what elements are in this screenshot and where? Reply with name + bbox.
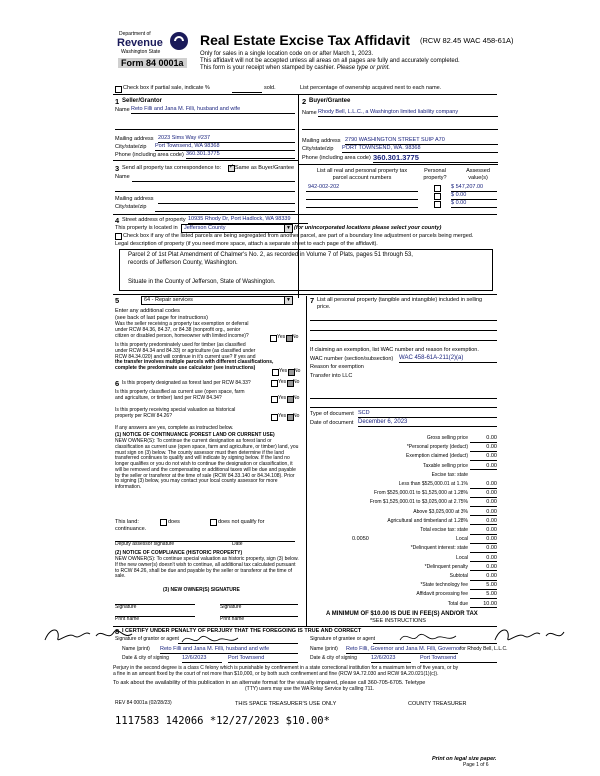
does-label: does	[168, 519, 180, 525]
calc-value[interactable]: 0.00	[470, 527, 497, 535]
notice1-body: NEW OWNER(S): To continue the current designation as forest land or classification as current use (open space, farm and agriculture, or timber) land, you must sign on (3) below. The county assessor must then determine if the land transferred continues to qualify and will indicate by signing below. If the land no longer qualifies or you do not wish to continue the designation or classification, it will be removed and the compensating or additional taxes will be due and payable by the seller or transferor at the time of sale (RCW 84.33.140 or 84.34.108). Prior to signing (3) below, you may contact your local county assessor for more information.	[115, 438, 299, 490]
assessed-value-1[interactable]: $ 547,207.00	[451, 184, 497, 192]
calc-label: Less than $525,000.01 at 1.1%	[398, 481, 468, 487]
calc-label: Subtotal	[449, 573, 468, 579]
doc-date-label: Date of document	[310, 420, 354, 426]
deputy-date-label: Date	[232, 541, 243, 547]
grantee-name-field[interactable]: Reto Filli, Governor and Jana M. Filli, Governor	[346, 646, 461, 652]
calc-label: Total excise tax: state	[420, 527, 468, 533]
street-label: Street address of property	[122, 217, 186, 223]
owner-print-label-2: Print name	[220, 616, 245, 622]
calc-value[interactable]: 10.00	[470, 601, 497, 609]
buyer-name-field[interactable]: Rhody Bell, L.L.C., a Washington limited liability company	[318, 109, 498, 117]
legal-desc-label: Legal description of property (if you need more space, attach a separate sheet to each page of the affidavit).	[115, 241, 378, 247]
grantor-name-label: Name (print)	[122, 646, 150, 652]
same-as-buyer-label: Same as Buyer/Grantee	[235, 165, 295, 171]
calc-label: Agricultural and timberland at 1.28%	[387, 517, 468, 524]
seller-phone-field[interactable]: 360.301.3775	[186, 151, 295, 159]
doc-type-field[interactable]: SCD	[358, 410, 497, 418]
title-ref: (RCW 82.45 WAC 458-61A)	[420, 36, 514, 45]
claim-exemption-label: If claiming an exemption, list WAC number and reason for exemption.	[310, 347, 479, 353]
q1-yes-checkbox[interactable]	[270, 335, 277, 342]
buyer-phone-field[interactable]: 360.301.3775	[373, 153, 498, 163]
taxcorr-num: 3	[115, 164, 120, 173]
grantor-name-field[interactable]: Reto Filli and Jana M. Filli, husband and wife	[160, 646, 298, 654]
located-label: This property is located in	[115, 225, 178, 231]
seller-num: 1	[115, 97, 120, 106]
segregated-checkbox[interactable]	[115, 233, 122, 240]
grantee-date-field[interactable]: 12/6/2023	[371, 655, 411, 663]
does-not-label: does not qualify for	[218, 519, 265, 525]
assessed-value-2[interactable]: $ 0.00	[451, 192, 497, 200]
new-owner-sig-label: (3) NEW OWNER(S) SIGNATURE	[163, 587, 240, 593]
historic-yes-label: Yes	[278, 413, 287, 419]
legal-line2: records of Jefferson County, Washington.	[128, 260, 238, 266]
unincorp-note: (for unincorporated locations please select your county)	[294, 225, 442, 231]
q2-yes-checkbox[interactable]	[272, 369, 279, 376]
q1-no-label: No	[292, 334, 299, 340]
owner-signature-label-1: Signature	[115, 604, 137, 610]
legal-description-box[interactable]	[119, 249, 493, 291]
grantor-date-label: Date & city of signing	[122, 655, 169, 661]
sold-label: sold.	[264, 85, 276, 91]
personal-checkbox-2[interactable]	[434, 193, 441, 200]
calc-label: Local	[456, 554, 468, 561]
county-select[interactable]: Jefferson County ▼	[181, 224, 293, 233]
grantee-city-field[interactable]: Port Townsend	[420, 655, 497, 663]
calc-label: *Delinquent interest: state	[410, 545, 468, 552]
grantor-date-field[interactable]: 12/6/2023	[182, 655, 222, 663]
alt-format-line: To ask about the availability of this publication in an alternate format for the visually impaired, please call 360-705-6705. Teletype	[113, 680, 426, 686]
if-yes-note: If any answers are yes, complete as instructed below.	[115, 425, 234, 431]
calc-label: Taxable selling price	[422, 462, 468, 469]
buyer-name-label: Name	[302, 110, 317, 116]
grantee-name-label: Name (print)	[310, 646, 338, 652]
q2-no-label: No	[294, 368, 301, 374]
historic-no-label: No	[293, 413, 300, 419]
legal-paper-note: Print on legal size paper.	[432, 756, 497, 762]
perjury-line1: Perjury in the second degree is a class C felony which is punishable by confinement in a state correctional institution for a maximum term of five years, or by	[113, 665, 459, 671]
current-use-no-label: No	[293, 395, 300, 401]
buyer-city-field[interactable]: PORT TOWNSEND, WA. 98368	[342, 145, 498, 153]
legal-line3: Situate in the County of Jefferson, State of Washington.	[128, 279, 276, 285]
local-rate: 0.0050	[352, 536, 369, 543]
taxcorr-name-label: Name	[115, 174, 130, 180]
wac-label: WAC number (section/subsection)	[310, 356, 394, 362]
taxcorr-mailing-label: Mailing address	[115, 196, 154, 202]
legal-line1: Parcel 2 of 1st Plat Amendment of Chalmer's No. 2, as recorded in Volume 7 of Plats, pages 51 through 53,	[128, 252, 413, 258]
calc-label: *State technology fee	[420, 582, 468, 589]
seller-phone-label: Phone (including area code)	[115, 152, 184, 158]
buyer-num: 2	[302, 97, 307, 106]
partial-sale-checkbox[interactable]	[115, 86, 122, 93]
current-use-yes-checkbox[interactable]	[271, 396, 278, 403]
seller-city-field[interactable]: Port Townsend, WA 98368	[155, 143, 295, 151]
page-title: Real Estate Excise Tax Affidavit	[200, 32, 411, 48]
buyer-phone-label: Phone (including area code)	[302, 155, 371, 161]
q-exemption: Was the seller receiving a property tax exemption or deferral under RCW 84.36, 84.37, or 84.38 (nonprofit org., senior citizen or disabled person, homeowner with limited income)?	[115, 321, 249, 339]
grantor-city-field[interactable]: Port Townsend	[228, 655, 298, 663]
rev-label: REV 84 0001a (02/28/23)	[115, 700, 172, 706]
buyer-mailing-label: Mailing address	[302, 138, 341, 144]
sec8-num: 8	[115, 627, 120, 636]
county-treasurer-label: COUNTY TREASURER	[408, 701, 467, 707]
intro-line1: Only for sales in a single location code on or after March 1, 2023.	[200, 51, 374, 57]
calc-label: From $1,525,000.01 to $3,025,000 at 2.75%	[369, 499, 468, 506]
property-num: 4	[115, 216, 120, 225]
calc-label: Exemption claimed (deduct)	[406, 453, 468, 460]
calc-value[interactable]: 0.00	[470, 555, 497, 563]
wac-field[interactable]: WAC 458-61A-211(2)(a)	[399, 355, 497, 363]
grantor-sig-label: Signature of grantor or agent	[115, 636, 179, 642]
notice2-body: NEW OWNER(S): To continue special valuation as historic property, sign (3) below. If the new owner(s) doesn't wish to continue, all additional tax calculated pursuant to RCW 84.26, shall be due and payable by the seller or transferor at the time of sale.	[115, 556, 299, 580]
minimum-due-note: A MINIMUM OF $10.00 IS DUE IN FEE(S) AND/OR TAX	[326, 611, 478, 617]
calc-value[interactable]: 0.00	[470, 564, 497, 572]
personal-checkbox-1[interactable]	[434, 185, 441, 192]
calc-label: *Delinquent penalty	[424, 563, 468, 570]
form-number: Form 84 0001a	[118, 58, 187, 68]
dept-line1: Department of	[119, 31, 151, 37]
doc-date-field[interactable]: December 6, 2023	[358, 419, 497, 427]
grantee-signature-1	[398, 628, 468, 646]
q-timber: Is this property predominately used for timber (as classified under RCW 84.34 and 84.33) or agriculture (as classified under RCW 84.34.020) and will continue in it's current use? If yes and the transfer involves multiple parcels with different classifications, complete the predominate use calculator (see instructions)	[115, 342, 274, 371]
calc-label: Affidavit processing fee	[416, 591, 468, 598]
treasurer-use-label: THIS SPACE TREASURER'S USE ONLY	[235, 701, 337, 707]
reason-label: Reason for exemption	[310, 364, 364, 370]
deputy-sig-label: Deputy assessor signature	[115, 541, 175, 547]
calc-value[interactable]: 0.00	[470, 453, 497, 461]
taxcorr-city-label: City/state/zip	[115, 204, 147, 210]
grantee-sig-label: Signature of grantee or agent	[310, 636, 376, 642]
intro-line3: This form is your receipt when stamped by cashier. Please type or print.	[200, 65, 391, 71]
q2-yes-label: Yes	[279, 368, 288, 374]
calc-value[interactable]: 0.00	[470, 435, 497, 443]
current-use-yes-label: Yes	[278, 395, 287, 401]
owner-print-label-1: Print name	[115, 616, 140, 622]
calc-value[interactable]: 0.00	[470, 463, 497, 471]
does-not-checkbox[interactable]	[210, 519, 217, 526]
calc-label: Local	[456, 536, 468, 543]
grantee-date-label: Date & city of signing	[310, 655, 357, 661]
street-field[interactable]: 10935 Rhody Dr, Port Hadlock, WA 98339	[188, 216, 308, 224]
grantor-signature-1	[40, 622, 140, 648]
list-pct-label: List percentage of ownership acquired next to each name.	[300, 85, 442, 91]
see-instructions-note: *SEE INSTRUCTIONS	[370, 618, 426, 624]
chevron-down-icon: ▼	[284, 297, 292, 304]
personal-header: Personal property?	[423, 168, 447, 181]
this-land-label: This land:	[115, 519, 139, 525]
forest-yes-checkbox[interactable]	[271, 380, 278, 387]
forest-yes-label: Yes	[278, 379, 287, 385]
calc-label: Excise tax: state	[431, 471, 468, 478]
calc-value[interactable]: 0.00	[470, 509, 497, 517]
same-as-buyer-checkbox[interactable]: ✓	[229, 164, 235, 170]
seller-city-label: City/state/zip	[115, 144, 147, 150]
calc-value[interactable]: 0.00	[470, 490, 497, 498]
historic-yes-checkbox[interactable]	[271, 414, 278, 421]
reason-field[interactable]: Transfer into LLC	[310, 373, 353, 379]
personal-property-label: List all personal property (tangible and intangible) included in selling price.	[317, 297, 483, 310]
seller-mailing-label: Mailing address	[115, 136, 154, 142]
see-back-label: (see back of last page for instructions)	[115, 315, 208, 321]
does-checkbox[interactable]	[160, 519, 167, 526]
calc-label: Above $3,025,000 at 3%	[413, 508, 468, 515]
forest-no-label: No	[293, 379, 300, 385]
continuance-label: continuance.	[115, 526, 147, 532]
calc-value[interactable]: 5.00	[470, 582, 497, 590]
grantee-for: for Rhody Bell, L.L.C.	[460, 646, 508, 652]
doc-type-label: Type of document	[310, 411, 354, 417]
personal-checkbox-3[interactable]	[434, 201, 441, 208]
q1-yes-label: Yes	[277, 334, 286, 340]
dept-line2: Revenue	[117, 37, 163, 49]
land-use-select[interactable]: 64 - Repair services ▼	[141, 296, 293, 305]
calc-value[interactable]: 0.00	[470, 518, 497, 526]
notice2-heading: (2) NOTICE OF COMPLIANCE (HISTORIC PROPERTY)	[115, 550, 243, 556]
calc-value[interactable]: 5.00	[470, 591, 497, 599]
calc-label: *Personal property (deduct)	[406, 444, 468, 451]
grantee-signature-2	[490, 622, 580, 648]
seller-heading: Seller/Grantor	[122, 98, 163, 104]
parcel-number-1[interactable]: 942-002-202	[308, 184, 340, 190]
dept-line3: Washington State	[121, 49, 161, 55]
calc-value[interactable]: 0.00	[470, 573, 497, 581]
assessed-value-3[interactable]: $ 0.00	[451, 200, 497, 208]
assessed-header: Assessed value(s)	[466, 168, 490, 181]
buyer-mailing-field[interactable]: 2790 WASHINGTON STREET SUIP A70	[345, 137, 498, 145]
partial-sale-label: Check box if partial sale, indicate %	[123, 85, 210, 91]
calc-label: Total due	[447, 600, 468, 607]
notice1-heading: (1) NOTICE OF CONTINUANCE (FOREST LAND OR CURRENT USE)	[115, 432, 275, 438]
calc-label: Gross selling price	[426, 435, 468, 441]
tty-line: (TTY) users may use the WA Relay Service by calling 711.	[245, 686, 375, 692]
seller-mailing-field[interactable]: 2023 Sims Way #237	[158, 135, 295, 143]
q-current-use: Is this property classified as current use (open space, farm and agriculture, or timber) land per RCW 84.34?	[115, 389, 245, 401]
buyer-heading: Buyer/Grantee	[309, 98, 351, 104]
seller-name-label: Name	[115, 107, 130, 113]
calc-value[interactable]: 0.00	[470, 499, 497, 507]
q-forest: Is this property designated as forest land per RCW 84.33?	[122, 380, 251, 386]
q-historic: Is this property receiving special valuation as historical property per RCW 84.26?	[115, 407, 236, 419]
calc-value[interactable]: 0.00	[470, 536, 497, 544]
sec6-num: 6	[115, 379, 120, 388]
calc-value[interactable]: 0.00	[470, 444, 497, 452]
segregated-label: Check box if any of the listed parcels are being segregated from another parcel, are part of a boundary line adjustment or parcels being merged.	[123, 233, 474, 239]
sec5-num: 5	[115, 296, 120, 305]
parcel-header: List all real and personal property tax parcel account numbers	[316, 168, 408, 181]
add-codes-label: Enter any additional codes	[115, 308, 180, 314]
intro-line2: This affidavit will not be accepted unless all areas on all pages are fully and accurately completed.	[200, 58, 460, 64]
chevron-down-icon: ▼	[284, 225, 292, 232]
calc-label: From $525,000.01 to $1,525,000 at 1.28%	[374, 490, 468, 497]
sec7-num: 7	[310, 296, 315, 305]
seller-name-field[interactable]: Reto Filli and Jana M. Filli, husband and wife	[131, 106, 295, 114]
calc-value[interactable]: 0.00	[470, 545, 497, 553]
dor-emblem-icon	[169, 30, 189, 52]
page-number: Page 1 of 6	[463, 762, 489, 768]
owner-signature-label-2: Signature	[220, 604, 242, 610]
certify-label: I CERTIFY UNDER PENALTY OF PERJURY THAT THE FOREGOING IS TRUE AND CORRECT	[122, 628, 362, 634]
perjury-line2: a fine in an amount fixed by the court of not more than $10,000, or by both such confinement and fine (RCW 9A.72.030 and RCW 9A.20.021(1)(c)).	[113, 671, 439, 677]
taxcorr-label: Send all property tax correspondence to:	[122, 165, 222, 171]
dor-logo	[115, 30, 195, 76]
calc-value[interactable]: 0.00	[470, 481, 497, 489]
treasurer-stamp: 1117583 142066 *12/27/2023 $10.00*	[115, 715, 330, 727]
buyer-city-label: City/state/zip	[302, 146, 334, 152]
